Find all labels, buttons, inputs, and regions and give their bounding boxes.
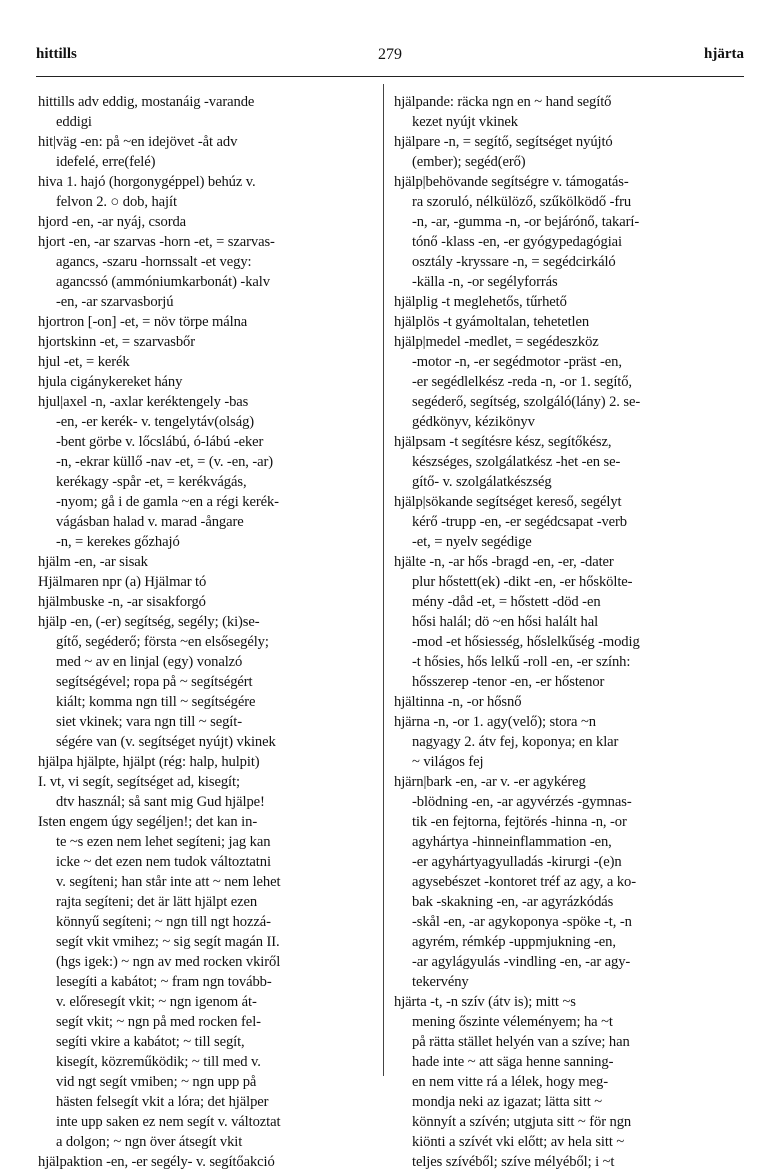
- dictionary-line: -nyom; gå i de gamla ~en a régi kerék-: [56, 494, 279, 510]
- dictionary-line: mening őszinte véleményem; ha ~t: [412, 1014, 613, 1030]
- dictionary-line: mondja neki az igazat; lätta sitt ~: [412, 1094, 602, 1110]
- dictionary-line: tónő -klass -en, -er gyógypedagógiai: [412, 234, 622, 250]
- dictionary-line: agancssó (ammóniumkarbonát) -kalv: [56, 274, 270, 290]
- dictionary-line: hit|väg -en: på ~en idejövet -åt adv: [38, 134, 238, 150]
- dictionary-line: hjälp|sökande segítséget kereső, segélyt: [394, 494, 622, 510]
- dictionary-line: agyhártya -hinneinflammation -en,: [412, 834, 612, 850]
- dictionary-line: hästen felsegít vkit a lóra; det hjälper: [56, 1094, 269, 1110]
- dictionary-line: I. vt, vi segít, segítséget ad, kisegít;: [38, 774, 240, 790]
- header-rule: [36, 76, 744, 77]
- dictionary-line: kérő -trupp -en, -er segédcsapat -verb: [412, 514, 627, 530]
- dictionary-line: könnyít a szívén; utgjuta sitt ~ för ngn: [412, 1114, 632, 1130]
- dictionary-line: hjälplös -t gyámoltalan, tehetetlen: [394, 314, 590, 330]
- dictionary-line: hjälm -en, -ar sisak: [38, 554, 148, 570]
- dictionary-line: hjula cigánykereket hány: [38, 374, 183, 390]
- dictionary-line: Hjälmaren npr (a) Hjälmar tó: [38, 574, 207, 590]
- dictionary-line: gítő- v. szolgálatkészség: [412, 474, 552, 490]
- dictionary-line: vágásban halad v. marad -ångare: [56, 514, 244, 530]
- dictionary-line: hjälp|behövande segítségre v. támogatás-: [394, 174, 629, 190]
- dictionary-line: rajta segíteni; det är lätt hjälpt ezen: [56, 894, 258, 910]
- dictionary-line: agysebészet -kontoret tréf az agy, a ko-: [412, 874, 636, 890]
- dictionary-line: mény -dåd -et, = hőstett -död -en: [412, 594, 601, 610]
- dictionary-line: hjord -en, -ar nyáj, csorda: [38, 214, 187, 230]
- dictionary-line: segít vkit vmihez; ~ sig segít magán II.: [56, 934, 280, 950]
- dictionary-line: gédkönyv, kézikönyv: [412, 414, 535, 430]
- dictionary-line: bak -skakning -en, -ar agyrázkódás: [412, 894, 614, 910]
- column-divider: [383, 84, 384, 1076]
- dictionary-line: hjälplig -t meglehetős, tűrhető: [394, 294, 567, 310]
- dictionary-line: -n, = kerekes gőzhajó: [56, 534, 180, 550]
- dictionary-line: kerékagy -spår -et, = kerékvágás,: [56, 474, 247, 490]
- dictionary-line: hjortron [-on] -et, = növ törpe málna: [38, 314, 248, 330]
- dictionary-line: tekervény: [412, 974, 469, 990]
- dictionary-line: inte upp saken ez nem segít v. változtat: [56, 1114, 281, 1130]
- page-header: [36, 46, 744, 70]
- dictionary-line: hjul -et, = kerék: [38, 354, 130, 370]
- dictionary-line: hjul|axel -n, -axlar keréktengely -bas: [38, 394, 249, 410]
- dictionary-line: -mod -et hősiesség, hőslelkűség -modig: [412, 634, 640, 650]
- dictionary-line: hjälpa hjälpte, hjälpt (rég: halp, hulpit): [38, 754, 260, 770]
- dictionary-line: hjältinna -n, -or hősnő: [394, 694, 522, 710]
- dictionary-line: idefelé, erre(felé): [56, 154, 156, 170]
- dictionary-line: -bent görbe v. lőcslábú, ó-lábú -eker: [56, 434, 264, 450]
- dictionary-line: (ember); segéd(erő): [412, 154, 526, 170]
- dictionary-line: hjälte -n, -ar hős -bragd -en, -er, -dater: [394, 554, 614, 570]
- left-guide-word: hittills: [36, 46, 77, 62]
- dictionary-line: hősi halál; dö ~en hősi halált hal: [412, 614, 599, 630]
- dictionary-line: hjälpande: räcka ngn en ~ hand segítő: [394, 94, 612, 110]
- dictionary-line: Isten engem úgy segéljen!; det kan in-: [38, 814, 258, 830]
- dictionary-line: nagyagy 2. átv fej, koponya; en klar: [412, 734, 619, 750]
- dictionary-line: ra szoruló, nélkülöző, szűkölködő -fru: [412, 194, 632, 210]
- dictionary-line: en nem vitte rá a lélek, hogy meg-: [412, 1074, 608, 1090]
- dictionary-line: siet vkinek; vara ngn till ~ segít-: [56, 714, 242, 730]
- dictionary-line: hősszerep -tenor -en, -er hőstenor: [412, 674, 605, 690]
- dictionary-line: hade inte ~ att säga henne sanning-: [412, 1054, 614, 1070]
- dictionary-line: hjärna -n, -or 1. agy(velő); stora ~n: [394, 714, 596, 730]
- dictionary-line: med ~ av en linjal (egy) vonalzó: [56, 654, 243, 670]
- dictionary-line: hjälp -en, (-er) segítség, segély; (ki)se-: [38, 614, 260, 630]
- dictionary-line: te ~s ezen nem lehet segíteni; jag kan: [56, 834, 271, 850]
- dictionary-line: -ar agylágyulás -vindling -en, -ar agy-: [412, 954, 631, 970]
- dictionary-line: (hgs igek:) ~ ngn av med rocken vkiről: [56, 954, 281, 970]
- page-number: 279: [378, 46, 402, 63]
- dictionary-line: vid ngt segít vmiben; ~ ngn upp på: [56, 1074, 257, 1090]
- dictionary-line: hjort -en, -ar szarvas -horn -et, = szarvas-: [38, 234, 275, 250]
- dictionary-line: gítő, segéderő; första ~en elsősegély;: [56, 634, 269, 650]
- dictionary-line: készséges, szolgálatkész -het -en se-: [412, 454, 621, 470]
- left-column: [38, 92, 372, 1172]
- dictionary-line: teljes szívéből; szíve mélyéből; i ~t: [412, 1154, 615, 1170]
- dictionary-line: segéderő, segítség, szolgáló(lány) 2. se-: [412, 394, 641, 410]
- dictionary-line: -skål -en, -ar agykoponya -spöke -t, -n: [412, 914, 632, 930]
- dictionary-line: könnyű segíteni; ~ ngn till ngt hozzá-: [56, 914, 271, 930]
- dictionary-line: hjälpaktion -en, -er segély- v. segítőakció: [38, 1154, 275, 1170]
- dictionary-line: -motor -n, -er segédmotor -präst -en,: [412, 354, 622, 370]
- dictionary-line: ~ világos fej: [412, 754, 484, 770]
- dictionary-line: icke ~ det ezen nem tudok változtatni: [56, 854, 271, 870]
- dictionary-line: hjälp|medel -medlet, = segédeszköz: [394, 334, 599, 350]
- dictionary-line: hjärn|bark -en, -ar v. -er agykéreg: [394, 774, 586, 790]
- dictionary-line: agyrém, rémkép -uppmjukning -en,: [412, 934, 616, 950]
- dictionary-line: -blödning -en, -ar agyvérzés -gymnas-: [412, 794, 632, 810]
- dictionary-line: -er segédlelkész -reda -n, -or 1. segítő,: [412, 374, 632, 390]
- dictionary-line: segít vkit; ~ ngn på med rocken fel-: [56, 1014, 261, 1030]
- dictionary-line: lesegíti a kabátot; ~ fram ngn tovább-: [56, 974, 272, 990]
- dictionary-line: -en, -er kerék- v. tengelytáv(olság): [56, 414, 255, 430]
- dictionary-line: kiönti a szívét vki előtt; av hela sitt ~: [412, 1134, 625, 1150]
- dictionary-line: plur hőstett(ek) -dikt -en, -er hőskölte-: [412, 574, 633, 590]
- dictionary-line: tik -en fejtorna, fejtörés -hinna -n, -or: [412, 814, 627, 830]
- dictionary-line: felvon 2. ○ dob, hajít: [56, 194, 177, 210]
- dictionary-line: -källa -n, -or segélyforrás: [412, 274, 558, 290]
- dictionary-line: hittills adv eddig, mostanáig -varande: [38, 94, 255, 110]
- dictionary-line: eddigi: [56, 114, 92, 130]
- dictionary-line: -n, -ar, -gumma -n, -or bejárónő, takarí-: [412, 214, 640, 230]
- dictionary-line: ségére van (v. segítséget nyújt) vkinek: [56, 734, 276, 750]
- dictionary-line: -en, -ar szarvasborjú: [56, 294, 174, 310]
- dictionary-line: kezet nyújt vkinek: [412, 114, 519, 130]
- dictionary-line: osztály -kryssare -n, = segédcirkáló: [412, 254, 616, 270]
- dictionary-line: -n, -ekrar küllő -nav -et, = (v. -en, -ar): [56, 454, 274, 470]
- right-column: [394, 92, 728, 1172]
- dictionary-line: hjälmbuske -n, -ar sisakforgó: [38, 594, 206, 610]
- dictionary-line: segítségével; ropa på ~ segítségért: [56, 674, 253, 690]
- dictionary-line: -er agyhártyagyulladás -kirurgi -(e)n: [412, 854, 622, 870]
- right-guide-word: hjärta: [704, 46, 744, 62]
- dictionary-line: v. segíteni; han står inte att ~ nem lehet: [56, 874, 281, 890]
- dictionary-line: -t hősies, hős lelkű -roll -en, -er szính:: [412, 654, 631, 670]
- dictionary-line: hjälpare -n, = segítő, segítséget nyújtó: [394, 134, 613, 150]
- dictionary-line: hjärta -t, -n szív (átv is); mitt ~s: [394, 994, 576, 1010]
- dictionary-line: -et, = nyelv segédige: [412, 534, 532, 550]
- dictionary-line: hjälpsam -t segítésre kész, segítőkész,: [394, 434, 612, 450]
- dictionary-line: v. előresegít vkit; ~ ngn igenom át-: [56, 994, 257, 1010]
- dictionary-line: segíti vkire a kabátot; ~ till segít,: [56, 1034, 245, 1050]
- dictionary-line: kiált; komma ngn till ~ segítségére: [56, 694, 256, 710]
- dictionary-line: kisegít, közreműködik; ~ till med v.: [56, 1054, 261, 1070]
- dictionary-line: hjortskinn -et, = szarvasbőr: [38, 334, 196, 350]
- dictionary-line: hiva 1. hajó (horgonygéppel) behúz v.: [38, 174, 256, 190]
- dictionary-line: a dolgon; ~ ngn över átsegít vkit: [56, 1134, 243, 1150]
- dictionary-line: på rätta stället helyén van a szíve; han: [412, 1034, 630, 1050]
- dictionary-line: dtv használ; så sant mig Gud hjälpe!: [56, 794, 265, 810]
- dictionary-line: agancs, -szaru -hornssalt -et vegy:: [56, 254, 252, 270]
